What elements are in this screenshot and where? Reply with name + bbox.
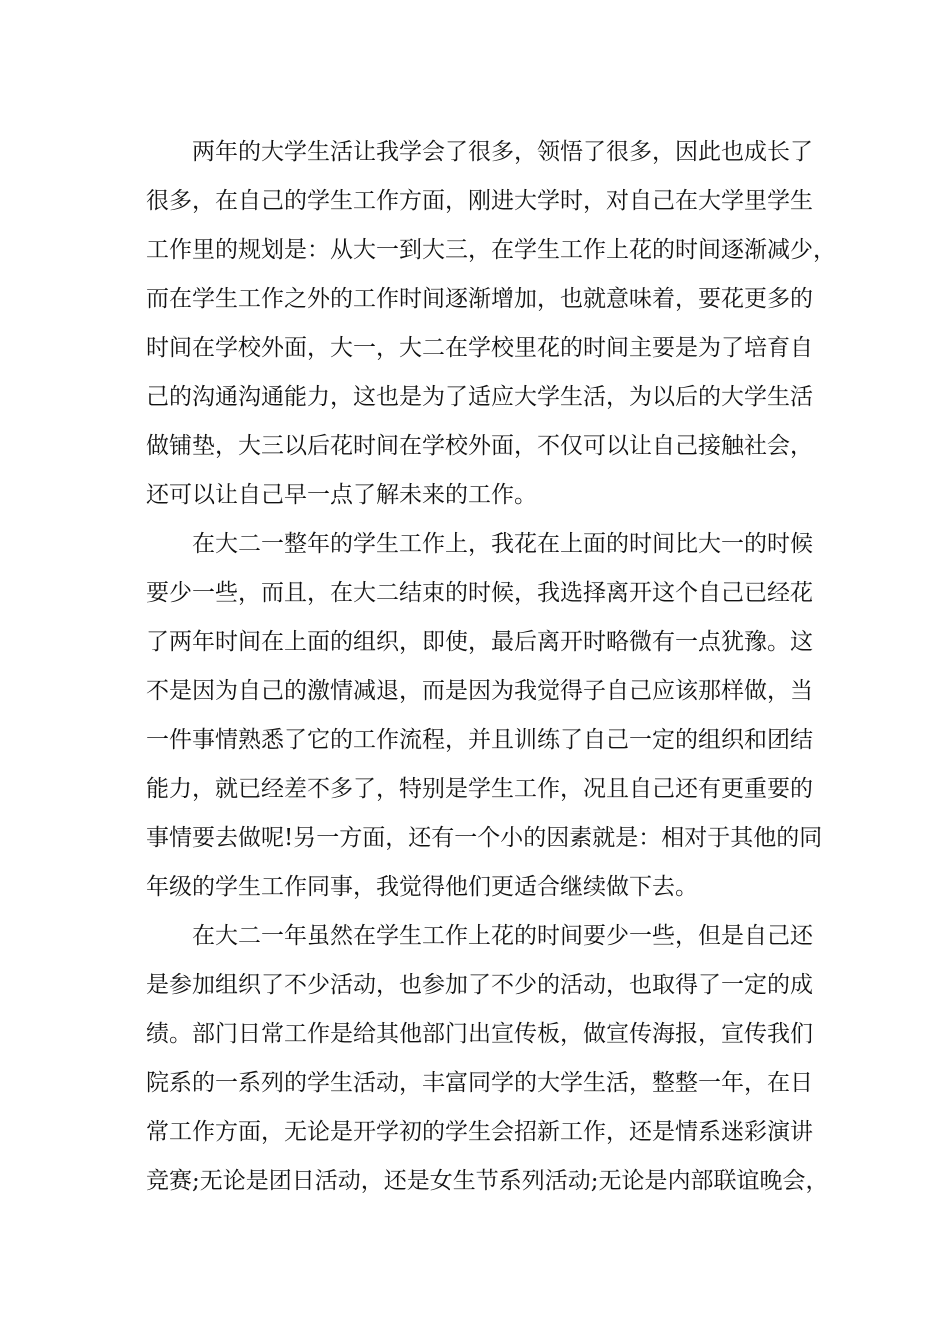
paragraph-line: 能力，就已经差不多了，特别是学生工作，况且自己还有更重要的 [146, 776, 813, 802]
paragraph-line: 竞赛;无论是团日活动，还是女生节系列活动;无论是内部联谊晚会， [146, 1168, 829, 1194]
paragraph-line: 在大二一年虽然在学生工作上花的时间要少一些，但是自己还 [192, 923, 813, 949]
paragraph-line: 要少一些，而且，在大二结束的时候，我选择离开这个自己已经花 [146, 580, 813, 606]
paragraph-line: 两年的大学生活让我学会了很多，领悟了很多，因此也成长了 [192, 139, 813, 165]
paragraph-3 [146, 912, 829, 1206]
paragraph-line: 绩。部门日常工作是给其他部门出宣传板，做宣传海报，宣传我们 [146, 1021, 813, 1047]
paragraph-line: 常工作方面，无论是开学初的学生会招新工作，还是情系迷彩演讲 [146, 1119, 813, 1145]
paragraph-line: 己的沟通沟通能力，这也是为了适应大学生活，为以后的大学生活 [146, 384, 813, 410]
paragraph-line: 做铺垫，大三以后花时间在学校外面，不仅可以让自己接触社会， [146, 433, 813, 459]
paragraph-line: 了两年时间在上面的组织，即使，最后离开时略微有一点犹豫。这 [146, 629, 813, 655]
paragraph-line: 在大二一整年的学生工作上，我花在上面的时间比大一的时候 [192, 531, 813, 557]
paragraph-line: 很多，在自己的学生工作方面，刚进大学时，对自己在大学里学生 [146, 188, 813, 214]
paragraph-line: 时间在学校外面，大一，大二在学校里花的时间主要是为了培育自 [146, 335, 813, 361]
paragraph-2 [146, 520, 826, 912]
paragraph-1 [146, 128, 836, 520]
paragraph-line: 年级的学生工作同事，我觉得他们更适合继续做下去。 [146, 874, 698, 900]
document-body [146, 128, 836, 1206]
paragraph-line: 是参加组织了不少活动，也参加了不少的活动，也取得了一定的成 [146, 972, 813, 998]
paragraph-line: 院系的一系列的学生活动，丰富同学的大学生活，整整一年，在日 [146, 1070, 813, 1096]
paragraph-line: 一件事情熟悉了它的工作流程，并且训练了自己一定的组织和团结 [146, 727, 813, 753]
paragraph-line: 不是因为自己的激情减退，而是因为我觉得子自己应该那样做，当 [146, 678, 813, 704]
paragraph-line: 而在学生工作之外的工作时间逐渐增加，也就意味着，要花更多的 [146, 286, 813, 312]
paragraph-line: 事情要去做呢!另一方面，还有一个小的因素就是：相对于其他的同 [146, 825, 823, 851]
paragraph-line: 工作里的规划是：从大一到大三，在学生工作上花的时间逐渐减少， [146, 237, 836, 263]
paragraph-line: 还可以让自己早一点了解未来的工作。 [146, 482, 537, 508]
